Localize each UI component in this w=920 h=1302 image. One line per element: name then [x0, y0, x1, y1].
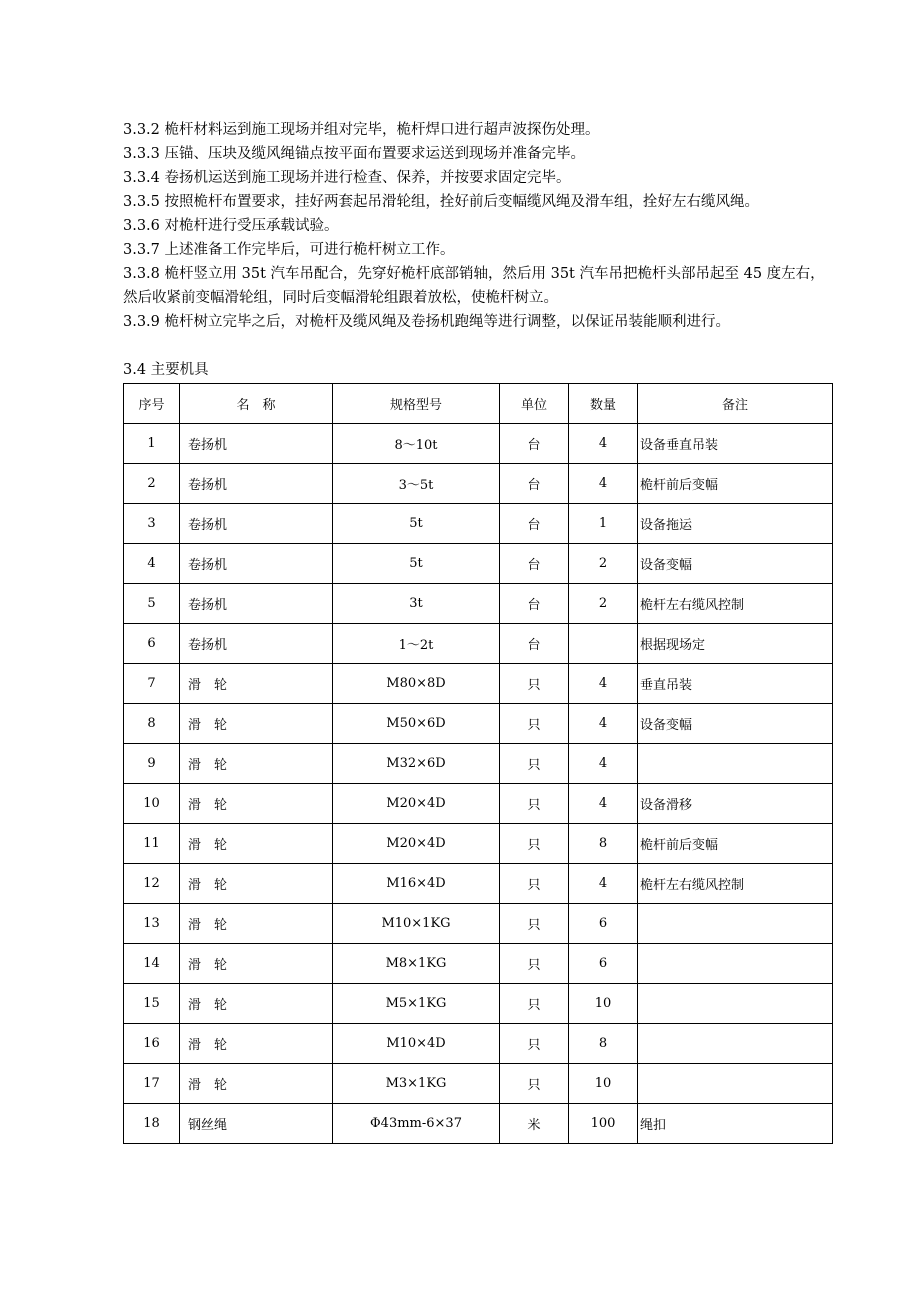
- cell-remark: [638, 984, 833, 1024]
- cell-spec: M8×1KG: [333, 944, 500, 984]
- table-row: [124, 824, 833, 864]
- cell-spec: 8～10t: [333, 424, 500, 464]
- table-row: [124, 464, 833, 504]
- header-name: 名 称: [180, 384, 333, 424]
- cell-name: 滑 轮: [180, 864, 333, 904]
- cell-index: 11: [124, 824, 180, 864]
- cell-remark: 设备滑移: [638, 784, 833, 824]
- cell-unit: 台: [500, 424, 569, 464]
- cell-remark: 桅杆左右缆风控制: [638, 584, 833, 624]
- header-index: 序号: [124, 384, 180, 424]
- header-spec: 规格型号: [333, 384, 500, 424]
- cell-spec: M32×6D: [333, 744, 500, 784]
- cell-index: 16: [124, 1024, 180, 1064]
- cell-quantity: 4: [569, 464, 638, 504]
- procedure-text: [123, 118, 835, 334]
- cell-quantity: 2: [569, 584, 638, 624]
- table-row: [124, 1064, 833, 1104]
- cell-index: 3: [124, 504, 180, 544]
- cell-remark: 设备变幅: [638, 544, 833, 584]
- cell-index: 4: [124, 544, 180, 584]
- cell-index: 8: [124, 704, 180, 744]
- cell-quantity: 4: [569, 704, 638, 744]
- cell-name: 滑 轮: [180, 1024, 333, 1064]
- cell-remark: 桅杆前后变幅: [638, 824, 833, 864]
- cell-unit: 台: [500, 544, 569, 584]
- cell-quantity: 100: [569, 1104, 638, 1144]
- cell-quantity: 10: [569, 1064, 638, 1104]
- cell-spec: 3t: [333, 584, 500, 624]
- cell-unit: 只: [500, 864, 569, 904]
- cell-name: 滑 轮: [180, 664, 333, 704]
- paragraph-3-3-5: 3.3.5 按照桅杆布置要求，挂好两套起吊滑轮组，拴好前后变幅缆风绳及滑车组，拴好左右缆风绳。: [123, 194, 759, 210]
- cell-unit: 台: [500, 584, 569, 624]
- cell-spec: Φ43mm-6×37: [333, 1104, 500, 1144]
- cell-index: 12: [124, 864, 180, 904]
- cell-spec: 5t: [333, 544, 500, 584]
- cell-spec: M5×1KG: [333, 984, 500, 1024]
- cell-name: 滑 轮: [180, 824, 333, 864]
- paragraph-3-3-7: 3.3.7 上述准备工作完毕后，可进行桅杆树立工作。: [123, 242, 455, 258]
- cell-unit: 只: [500, 944, 569, 984]
- cell-quantity: [569, 624, 638, 664]
- cell-quantity: 8: [569, 1024, 638, 1064]
- cell-unit: 台: [500, 624, 569, 664]
- table-row: [124, 944, 833, 984]
- table-row: [124, 784, 833, 824]
- cell-spec: 1～2t: [333, 624, 500, 664]
- header-remark: 备注: [638, 384, 833, 424]
- cell-unit: 只: [500, 1024, 569, 1064]
- cell-remark: 根据现场定: [638, 624, 833, 664]
- cell-name: 卷扬机: [180, 584, 333, 624]
- cell-remark: [638, 744, 833, 784]
- cell-name: 卷扬机: [180, 424, 333, 464]
- cell-unit: 米: [500, 1104, 569, 1144]
- cell-quantity: 10: [569, 984, 638, 1024]
- cell-quantity: 2: [569, 544, 638, 584]
- cell-remark: 设备拖运: [638, 504, 833, 544]
- cell-unit: 只: [500, 744, 569, 784]
- cell-name: 滑 轮: [180, 744, 333, 784]
- cell-index: 9: [124, 744, 180, 784]
- cell-name: 钢丝绳: [180, 1104, 333, 1144]
- cell-quantity: 6: [569, 944, 638, 984]
- cell-unit: 只: [500, 784, 569, 824]
- equipment-table: [123, 383, 833, 1144]
- paragraph-3-3-8: 3.3.8 桅杆竖立用 35t 汽车吊配合，先穿好桅杆底部销轴，然后用 35t 汽车吊把桅杆头部吊起至 45 度左右，然后收紧前变幅滑轮组，同时后变幅滑轮组跟着放松，使桅杆树立。: [123, 266, 825, 306]
- cell-remark: [638, 1024, 833, 1064]
- cell-remark: [638, 944, 833, 984]
- header-quantity: 数量: [569, 384, 638, 424]
- cell-unit: 只: [500, 904, 569, 944]
- cell-spec: 5t: [333, 504, 500, 544]
- table-row: [124, 624, 833, 664]
- cell-spec: M3×1KG: [333, 1064, 500, 1104]
- cell-unit: 只: [500, 824, 569, 864]
- cell-index: 18: [124, 1104, 180, 1144]
- cell-unit: 台: [500, 504, 569, 544]
- cell-remark: 设备垂直吊装: [638, 424, 833, 464]
- table-body: [124, 424, 833, 1144]
- cell-quantity: 4: [569, 424, 638, 464]
- table-row: [124, 504, 833, 544]
- cell-quantity: 4: [569, 864, 638, 904]
- cell-name: 滑 轮: [180, 784, 333, 824]
- cell-name: 滑 轮: [180, 704, 333, 744]
- cell-unit: 台: [500, 464, 569, 504]
- cell-name: 卷扬机: [180, 464, 333, 504]
- table-row: [124, 1104, 833, 1144]
- cell-quantity: 8: [569, 824, 638, 864]
- cell-index: 14: [124, 944, 180, 984]
- cell-name: 滑 轮: [180, 944, 333, 984]
- cell-quantity: 1: [569, 504, 638, 544]
- paragraph-3-3-4: 3.3.4 卷扬机运送到施工现场并进行检查、保养，并按要求固定完毕。: [123, 170, 571, 186]
- table-row: [124, 864, 833, 904]
- cell-index: 17: [124, 1064, 180, 1104]
- cell-quantity: 6: [569, 904, 638, 944]
- cell-index: 7: [124, 664, 180, 704]
- table-row: [124, 584, 833, 624]
- cell-index: 10: [124, 784, 180, 824]
- cell-spec: M10×4D: [333, 1024, 500, 1064]
- cell-spec: 3～5t: [333, 464, 500, 504]
- cell-index: 13: [124, 904, 180, 944]
- cell-remark: 桅杆左右缆风控制: [638, 864, 833, 904]
- cell-name: 卷扬机: [180, 544, 333, 584]
- cell-quantity: 4: [569, 744, 638, 784]
- paragraph-3-3-3: 3.3.3 压锚、压块及缆风绳锚点按平面布置要求运送到现场并准备完毕。: [123, 146, 586, 162]
- cell-remark: 绳扣: [638, 1104, 833, 1144]
- cell-spec: M16×4D: [333, 864, 500, 904]
- cell-name: 滑 轮: [180, 984, 333, 1024]
- cell-index: 6: [124, 624, 180, 664]
- cell-unit: 只: [500, 984, 569, 1024]
- table-row: [124, 1024, 833, 1064]
- paragraph-3-3-6: 3.3.6 对桅杆进行受压承载试验。: [123, 218, 339, 234]
- cell-quantity: 4: [569, 784, 638, 824]
- table-row: [124, 544, 833, 584]
- cell-spec: M20×4D: [333, 784, 500, 824]
- cell-remark: 垂直吊装: [638, 664, 833, 704]
- cell-remark: [638, 904, 833, 944]
- section-title: 3.4 主要机具: [123, 362, 209, 378]
- table-row: [124, 984, 833, 1024]
- cell-name: 滑 轮: [180, 904, 333, 944]
- table-row: [124, 424, 833, 464]
- cell-index: 1: [124, 424, 180, 464]
- cell-remark: [638, 1064, 833, 1104]
- cell-index: 15: [124, 984, 180, 1024]
- paragraph-3-3-2: 3.3.2 桅杆材料运到施工现场并组对完毕，桅杆焊口进行超声波探伤处理。: [123, 122, 600, 138]
- cell-unit: 只: [500, 664, 569, 704]
- cell-index: 2: [124, 464, 180, 504]
- cell-quantity: 4: [569, 664, 638, 704]
- cell-name: 滑 轮: [180, 1064, 333, 1104]
- table-row: [124, 744, 833, 784]
- cell-spec: M10×1KG: [333, 904, 500, 944]
- table-row: [124, 704, 833, 744]
- cell-remark: 桅杆前后变幅: [638, 464, 833, 504]
- table-header-row: [124, 384, 833, 424]
- header-unit: 单位: [500, 384, 569, 424]
- cell-name: 卷扬机: [180, 624, 333, 664]
- table-row: [124, 664, 833, 704]
- cell-index: 5: [124, 584, 180, 624]
- table-row: [124, 904, 833, 944]
- cell-spec: M80×8D: [333, 664, 500, 704]
- cell-unit: 只: [500, 1064, 569, 1104]
- paragraph-3-3-9: 3.3.9 桅杆树立完毕之后，对桅杆及缆风绳及卷扬机跑绳等进行调整，以保证吊装能顺利进行。: [123, 314, 730, 330]
- cell-spec: M50×6D: [333, 704, 500, 744]
- cell-unit: 只: [500, 704, 569, 744]
- cell-spec: M20×4D: [333, 824, 500, 864]
- cell-remark: 设备变幅: [638, 704, 833, 744]
- cell-name: 卷扬机: [180, 504, 333, 544]
